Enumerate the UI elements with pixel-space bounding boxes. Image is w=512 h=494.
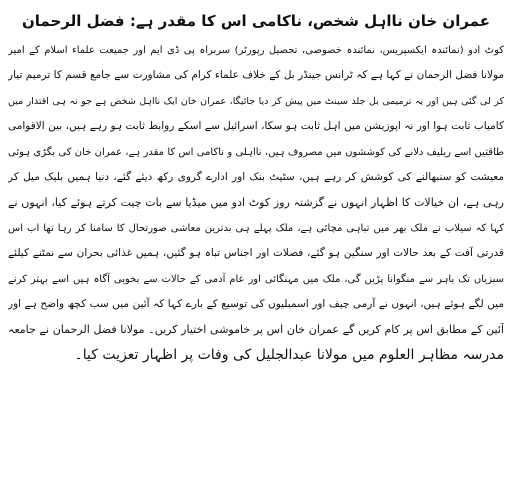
article-line: مدرسہ مظاہر العلوم میں مولانا عبدالجلیل کی وفات پر اظہار تعزیت کیا۔ — [74, 346, 504, 363]
article-line: معیشت کو سنبھالنے کی کوشش کر رہے ہیں، سٹیٹ بنک اور ادارے گروی رکھ دیئے گئے، دنیا ہمیں بلیک میل کر — [8, 170, 504, 183]
article-line: طاقتیں اسے ریلیف دلانے کی کوششوں میں مصروف ہیں، نااہلی و ناکامی اس کا مقدر ہے، عمران خان کی بگڑی ہوئی — [8, 146, 504, 158]
article-line: کوٹ ادو (نمائندہ ایکسپریس، نمائندہ خصوصی، تحصیل رپورٹر) سربراہ پی ڈی ایم اور جمیعت علماء اسلام کے امیر — [8, 45, 504, 56]
article-line: رہی ہے، ان خیالات کا اظہار انہوں نے گزشتہ روز کوٹ ادو میں میڈیا سے بات چیت کرتے ہوئے کیا، انہوں نے — [8, 196, 504, 210]
article-line: سبزیاں تک باہر سے منگوانا پڑیں گی، ملک میں مہنگائی اور عام آدمی کے حالات سے بخوبی آگاہ ہیں اسے بہتر کرنے — [8, 273, 504, 285]
article-line: کر لی گئی ہیں اور یہ ترمیمی بل جلد سینٹ میں پیش کر دیا جائیگا، عمران خان ایک نااہل شخص ہے جو نہ ہی اقتدار میں — [8, 95, 504, 107]
article-line: مولانا فضل الرحمان نے کہا ہے کہ ٹرانس جینڈر بل کے خلاف علماء کرام کی مشاورت سے جامع قسم کا ترمیم تیار — [8, 69, 504, 82]
article-line: کامیاب ثابت ہوا اور نہ اپوزیشن میں اہل ثابت ہو سکا، اسرائیل سے اسکے روابط ثابت ہو رہے ہیں، بین الاقوامی — [8, 120, 504, 133]
article-line: کہا کہ سیلاب نے ملک بھر میں تباہی مچائی ہے، ملک پہلے ہی بدترین معاشی صورتحال کا سامنا کر رہا تھا اب اس — [8, 222, 504, 234]
article-line: قدرتی آفت کے بعد حالات اور سنگین ہو گئے، فصلات اور اجناس تباہ ہو گئیں، ہمیں غذائی بحران سے نمٹنے کیلئے — [8, 247, 504, 260]
article-line: آئین کے مطابق اس پر کام کریں گے عمران خان اس پر خاموشی اختیار کریں۔ مولانا فضل الرحمان نے جامعہ — [8, 323, 504, 337]
article-body — [8, 38, 504, 368]
headline: عمران خان نااہل شخص، ناکامی اس کا مقدر ہے: فضل الرحمان — [22, 12, 490, 30]
article-line: میں لگے ہوئے ہیں، انہوں نے آرمی چیف اور اسمبلیوں کی توسیع کے بارے کہا کہ آئین میں سب کچھ واضح ہے اور — [8, 297, 504, 310]
